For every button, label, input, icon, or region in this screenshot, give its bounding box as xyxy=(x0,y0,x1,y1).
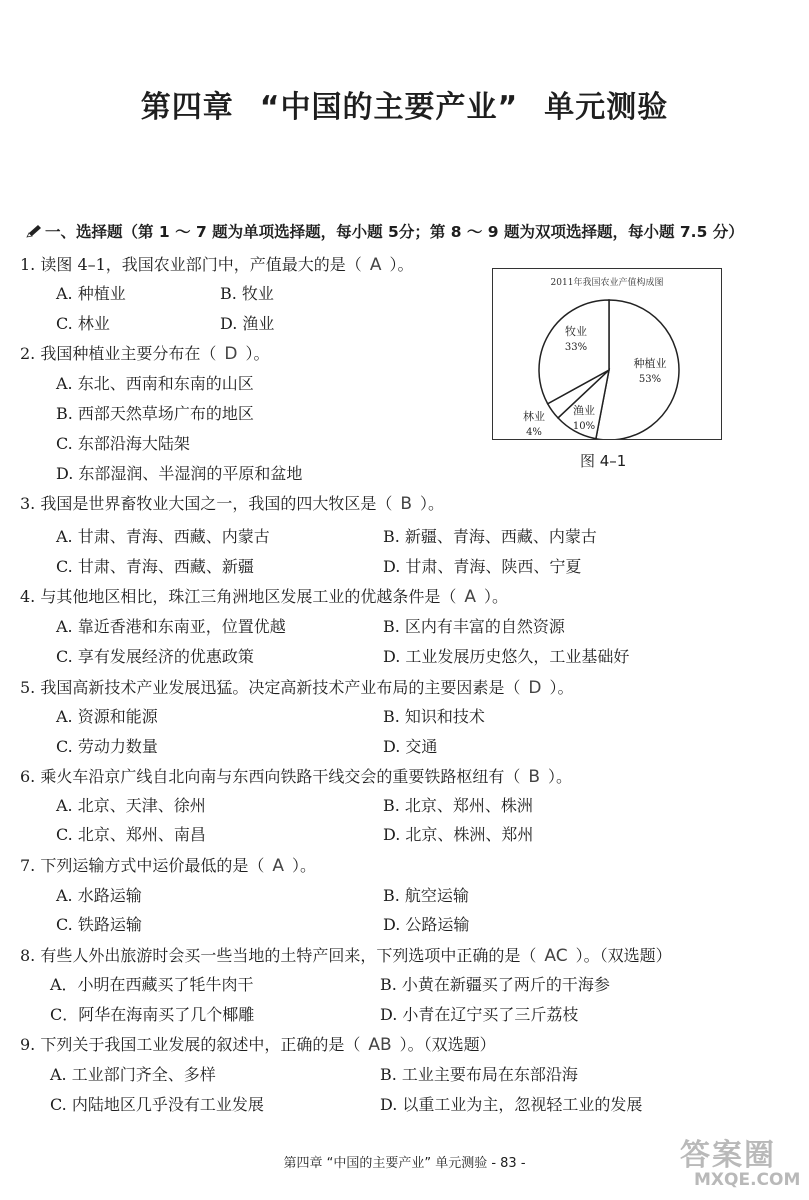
handwritten-answer: A xyxy=(369,255,382,275)
question-end: ）。 xyxy=(549,678,574,697)
question-stem: 我国高新技术产业发展迅猛。决定高新技术产业布局的主要因素是（ xyxy=(40,678,521,697)
option-c: C. 铁路运输 xyxy=(56,915,142,934)
question-number: 4. xyxy=(20,587,36,606)
slice-label: 渔业 xyxy=(573,404,595,417)
question-number: 3. xyxy=(20,494,36,513)
option-c: C. 劳动力数量 xyxy=(56,737,158,756)
option-a: A. 种植业 xyxy=(56,284,126,303)
question-5 xyxy=(20,675,573,698)
option-b: B. 西部天然草场广布的地区 xyxy=(56,404,254,423)
page-footer: 第四章 “中国的主要产业” 单元测验 - 83 - xyxy=(283,1156,526,1171)
slice-value-label: 4% xyxy=(526,427,542,438)
question-number: 1. xyxy=(20,255,36,274)
option-a: A. 靠近香港和东南亚，位置优越 xyxy=(56,617,286,636)
option-a: A. 工业部门齐全、多样 xyxy=(50,1065,216,1084)
option-d: D. 渔业 xyxy=(220,314,275,333)
question-end: ）。（双选题） xyxy=(399,1035,496,1054)
watermark-logo: 答案圈 xyxy=(680,1138,776,1173)
option-c: C. 北京、郑州、南昌 xyxy=(56,825,206,844)
question-6 xyxy=(20,764,572,787)
option-a: A. 水路运输 xyxy=(56,886,142,905)
question-number: 7. xyxy=(20,856,36,875)
option-d: D. 小青在辽宁买了三斤荔枝 xyxy=(380,1005,579,1024)
option-d: D. 公路运输 xyxy=(383,915,470,934)
option-a: A. 东北、西南和东南的山区 xyxy=(56,374,254,393)
slice-value-label: 53% xyxy=(638,374,662,385)
watermark-url: MXQE.COM xyxy=(694,1170,801,1190)
option-b: B. 牧业 xyxy=(220,284,274,303)
option-d: D. 东部湿润、半湿润的平原和盆地 xyxy=(56,464,303,483)
question-end: ）。 xyxy=(548,767,573,786)
question-stem: 有些人外出旅游时会买一些当地的土特产回来，下列选项中正确的是（ xyxy=(40,946,537,965)
question-end: ）。 xyxy=(245,344,270,363)
slice-value-label: 33% xyxy=(564,342,588,353)
option-b: B. 北京、郑州、株洲 xyxy=(383,796,533,815)
question-end: ）。 xyxy=(389,255,414,274)
slice-label: 种植业 xyxy=(633,357,667,370)
page-title xyxy=(0,82,809,126)
slice-label: 林业 xyxy=(523,410,545,423)
question-stem: 乘火车沿京广线自北向南与东西向铁路干线交会的重要铁路枢纽有（ xyxy=(40,767,521,786)
question-stem: 与其他地区相比，珠江三角洲地区发展工业的优越条件是（ xyxy=(40,587,457,606)
option-a: A. 资源和能源 xyxy=(56,707,158,726)
question-number: 5. xyxy=(20,678,36,697)
handwritten-answer: B xyxy=(528,767,541,787)
option-d: D. 北京、株洲、郑州 xyxy=(383,825,534,844)
pie-chart-figure xyxy=(492,268,722,440)
question-4 xyxy=(20,584,508,607)
watermark xyxy=(668,1130,803,1195)
option-a: A. 北京、天津、徐州 xyxy=(56,796,206,815)
question-number: 6. xyxy=(20,767,36,786)
question-number: 8. xyxy=(20,946,36,965)
question-end: ）。 xyxy=(292,856,317,875)
handwritten-answer: D xyxy=(528,678,542,698)
title-suffix: 单元测验 xyxy=(544,90,669,125)
option-b: B. 新疆、青海、西藏、内蒙古 xyxy=(383,527,597,546)
section-heading-text: 一、选择题（第 1 ～ 7 题为单项选择题，每小题 5分；第 8 ～ 9 题为双项选择题，每小题 7.5 分） xyxy=(45,223,744,241)
pie-chart xyxy=(493,269,721,439)
option-b: B. 区内有丰富的自然资源 xyxy=(383,617,565,636)
question-end: ）。（双选题） xyxy=(575,946,672,965)
handwritten-answer: A xyxy=(464,587,477,607)
option-a: A. 甘肃、青海、西藏、内蒙古 xyxy=(56,527,270,546)
handwritten-answer: D xyxy=(224,344,238,364)
option-b: B. 知识和技术 xyxy=(383,707,485,726)
option-b: B. 工业主要布局在东部沿海 xyxy=(380,1065,578,1084)
figure-caption: 图 4–1 xyxy=(580,452,627,470)
option-d: D. 以重工业为主，忽视轻工业的发展 xyxy=(380,1095,643,1114)
option-c: C. 林业 xyxy=(56,314,110,333)
question-end: ）。 xyxy=(420,494,445,513)
slice-value-label: 10% xyxy=(572,421,596,432)
option-d: D. 工业发展历史悠久，工业基础好 xyxy=(383,647,630,666)
option-c: C. 东部沿海大陆架 xyxy=(56,434,190,453)
pencil-icon xyxy=(26,224,42,238)
question-stem: 下列运输方式中运价最低的是（ xyxy=(40,856,265,875)
question-9 xyxy=(20,1032,496,1055)
option-d: D. 交通 xyxy=(383,737,438,756)
slice-label: 牧业 xyxy=(565,325,587,338)
question-3 xyxy=(20,491,444,514)
question-stem: 我国种植业主要分布在（ xyxy=(40,344,217,363)
option-b: B. 小黄在新疆买了两斤的干海参 xyxy=(380,975,610,994)
question-8 xyxy=(20,943,672,966)
option-b: B. 航空运输 xyxy=(383,886,469,905)
option-c: C. 内陆地区几乎没有工业发展 xyxy=(50,1095,264,1114)
option-c: C．阿华在海南买了几个椰雕 xyxy=(50,1005,255,1024)
question-stem: 下列关于我国工业发展的叙述中，正确的是（ xyxy=(40,1035,361,1054)
question-number: 2. xyxy=(20,344,36,363)
question-7 xyxy=(20,853,316,876)
question-1 xyxy=(20,252,413,275)
title-name: “中国的主要产业” xyxy=(259,90,519,125)
question-stem: 我国是世界畜牧业大国之一，我国的四大牧区是（ xyxy=(40,494,393,513)
handwritten-answer: A xyxy=(272,856,285,876)
option-c: C. 享有发展经济的优惠政策 xyxy=(56,647,254,666)
chart-title: 2011年我国农业产值构成图 xyxy=(550,278,664,288)
option-d: D. 甘肃、青海、陕西、宁夏 xyxy=(383,557,582,576)
handwritten-answer: AC xyxy=(544,946,568,966)
question-2 xyxy=(20,341,269,364)
option-a: A．小明在西藏买了牦牛肉干 xyxy=(50,975,254,994)
question-number: 9. xyxy=(20,1035,36,1054)
handwritten-answer: B xyxy=(400,494,413,514)
question-stem: 读图 4–1，我国农业部门中，产值最大的是（ xyxy=(40,255,362,274)
handwritten-answer: AB xyxy=(368,1035,392,1055)
section-heading xyxy=(26,220,744,242)
option-c: C. 甘肃、青海、西藏、新疆 xyxy=(56,557,254,576)
title-chapter: 第四章 xyxy=(140,90,234,125)
question-end: ）。 xyxy=(484,587,509,606)
